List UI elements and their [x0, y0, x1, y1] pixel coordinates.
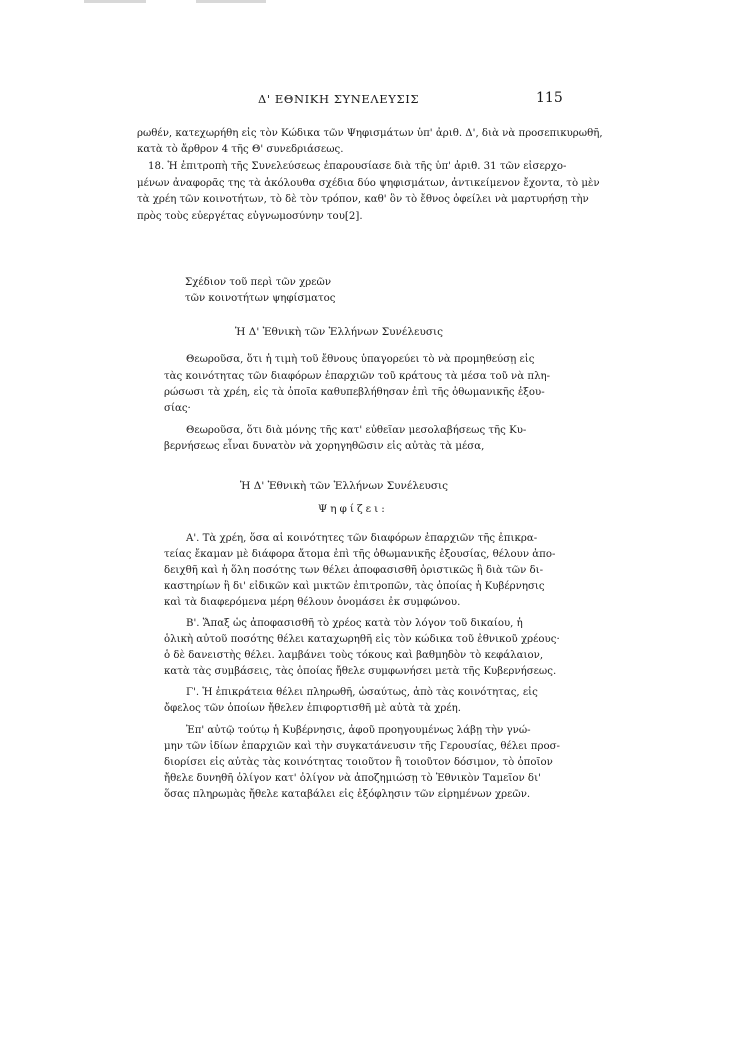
article-line: δειχθῆ καὶ ἡ ὅλη ποσότης των θέλει ἀποφασισθῆ ὁριστικῶς ἢ διὰ τῶν δι-: [164, 565, 544, 576]
draft-caption-line1: Σχέδιον τοῦ περὶ τῶν χρεῶν: [185, 277, 332, 288]
running-head: Δ' ΕΘΝΙΚΗ ΣΥΝΕΛΕΥΣΙΣ: [258, 92, 420, 106]
article-line: Ἐπ' αὐτῷ τούτῳ ἡ Κυβέρνησις, ἀφοῦ προηγουμένως λάβῃ τὴν γνώ-: [186, 725, 531, 736]
page-number: 115: [536, 90, 563, 106]
article-line: Γ'. Ἡ ἐπικράτεια θέλει πληρωθῆ, ὡσαύτως, ἀπὸ τὰς κοινότητας, εἰς: [186, 687, 538, 698]
scan-edge-mark-right: [196, 0, 266, 3]
preamble-line: τὰς κοινότητας τῶν διαφόρων ἐπαρχιῶν τοῦ κράτους τὰ μέσα τοῦ νὰ πλη-: [164, 371, 551, 382]
article-line: Β'. Ἅπαξ ὡς ἀποφασισθῆ τὸ χρέος κατὰ τὸν λόγον τοῦ δικαίου, ἡ: [186, 618, 523, 629]
preamble-line: ρώσωσι τὰ χρέη, εἰς τὰ ὁποῖα καθυπεβλήθησαν ἐπὶ τῆς ὀθωμανικῆς ἐξου-: [164, 387, 545, 398]
preamble-line: Θεωροῦσα, ὅτι ἡ τιμὴ τοῦ ἔθνους ὑπαγορεύει τὸ νὰ προμηθεύσῃ εἰς: [186, 354, 535, 365]
article-line: ὁλικὴ αὐτοῦ ποσότης θέλει καταχωρηθῆ εἰς τὸν κώδικα τοῦ ἐθνικοῦ χρέους·: [164, 634, 560, 645]
article-line: Α'. Τὰ χρέη, ὅσα αἱ κοινότητες τῶν διαφόρων ἐπαρχιῶν τῆς ἐπικρα-: [186, 533, 538, 544]
assembly-heading-1: Ἡ Δ' Ἐθνικὴ τῶν Ἑλλήνων Συνέλευσις: [235, 326, 443, 338]
intro-line: 18. Ἡ ἐπιτροπὴ τῆς Συνελεύσεως ἐπαρουσίασε διὰ τῆς ὑπ' ἀριθ. 31 τῶν εἰσερχο-: [148, 161, 567, 172]
intro-line: μένων ἀναφορᾶς της τὰ ἀκόλουθα σχέδια δύο ψηφισμάτων, ἀντικείμενον ἔχοντα, τὸ μὲν: [137, 178, 600, 189]
page-header: [0, 92, 744, 112]
intro-line: ρωθέν, κατεχωρήθη εἰς τὸν Κώδικα τῶν Ψηφισμάτων ὑπ' ἀριθ. Δ', διὰ νὰ προσεπικυρωθῆ,: [137, 128, 603, 139]
article-line: κατὰ τὰς συμβάσεις, τὰς ὁποίας ἤθελε συμφωνήσει μετὰ τῆς Κυβερνήσεως.: [164, 666, 557, 677]
intro-line: κατὰ τὸ ἄρθρον 4 τῆς Θ' συνεδριάσεως.: [137, 144, 344, 155]
preamble-line: Θεωροῦσα, ὅτι διὰ μόνης τῆς κατ' εὐθεῖαν μεσολαβήσεως τῆς Κυ-: [186, 425, 527, 436]
article-line: μην τῶν ἰδίων ἐπαρχιῶν καὶ τὴν συγκατάνευσιν τῆς Γερουσίας, θέλει προσ-: [164, 741, 560, 752]
article-line: καὶ τὰ διαφερόμενα μέρη θέλουν ὀνομάσει ἐκ συμφώνου.: [164, 597, 461, 608]
draft-caption-line2: τῶν κοινοτήτων ψηφίσματος: [185, 293, 336, 304]
article-line: ἤθελε δυνηθῆ ὀλίγον κατ' ὀλίγον νὰ ἀποζημιώσῃ τὸ Ἐθνικὸν Ταμεῖον δι': [164, 773, 541, 784]
assembly-heading-2: Ἡ Δ' Ἐθνικὴ τῶν Ἑλλήνων Συνέλευσις: [240, 480, 448, 492]
decree-word: Ψηφίζει:: [318, 503, 388, 515]
article-line: ὄφελος τῶν ὁποίων ἤθελεν ἐπιφορτισθῆ μὲ αὐτὰ τὰ χρέη.: [164, 703, 461, 714]
intro-line: πρὸς τοὺς εὐεργέτας εὐγνωμοσύνην του[2].: [137, 211, 363, 222]
article-line: καστηρίων ἢ δι' εἰδικῶν καὶ μικτῶν ἐπιτροπῶν, τὰς ὁποίας ἡ Κυβέρνησις: [164, 581, 545, 592]
scan-edge-mark-left: [84, 0, 146, 3]
preamble-line: σίας·: [164, 403, 191, 414]
preamble-line: βερνήσεως εἶναι δυνατὸν νὰ χορηγηθῶσιν εἰς αὐτὰς τὰ μέσα,: [164, 441, 485, 452]
article-line: τείας ἔκαμαν μὲ διάφορα ἄτομα ἐπὶ τῆς ὀθωμανικῆς ἐξουσίας, θέλουν ἀπο-: [164, 549, 556, 560]
intro-line: τὰ χρέη τῶν κοινοτήτων, τὸ δὲ τὸν τρόπον, καθ' ὃν τὸ ἔθνος ὀφείλει νὰ μαρτυρήσῃ τὴν: [137, 194, 589, 205]
article-line: ὅσας πληρωμὰς ἤθελε καταβάλει εἰς ἐξόφλησιν τῶν εἰρημένων χρεῶν.: [164, 789, 531, 800]
article-line: ὁ δὲ δανειστὴς θέλει. λαμβάνει τοὺς τόκους καὶ βαθμηδὸν τὸ κεφάλαιον,: [164, 650, 544, 661]
article-line: διορίσει εἰς αὐτὰς τὰς κοινότητας τοιοῦτον ἢ τοιοῦτον δόσιμον, τὸ ὁποῖον: [164, 757, 553, 768]
